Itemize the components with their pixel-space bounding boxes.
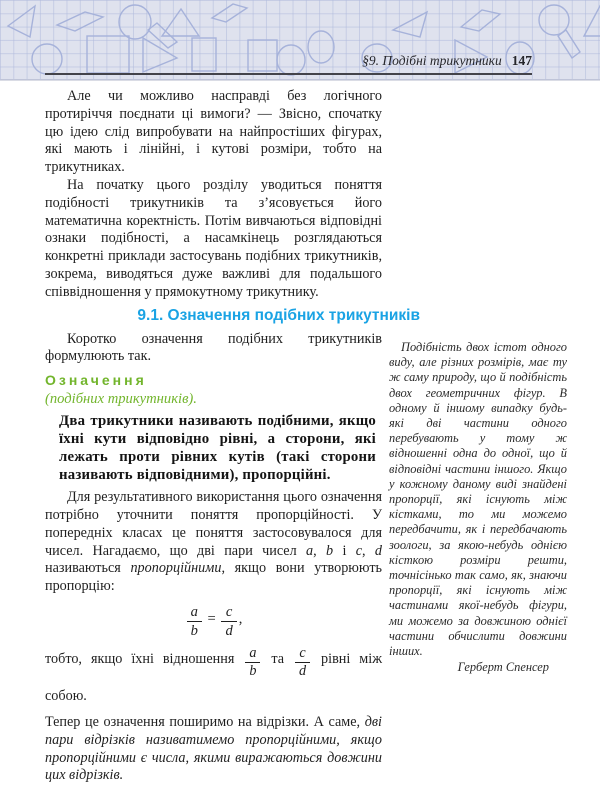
inline-fraction: $\frac{c}{d}$ (295, 646, 310, 680)
page-number: 147 (511, 53, 532, 68)
definition-sublabel: (подібних трикутників). (45, 391, 197, 408)
running-head (362, 53, 532, 69)
rectangle-shape (192, 38, 216, 71)
circle-shape (119, 5, 151, 39)
circle-shape (277, 45, 305, 75)
main-text-column (45, 88, 420, 785)
inline-fraction: $\frac{c}{d}$ (221, 604, 236, 639)
section-title: §9. Подібні трикутники (362, 53, 502, 68)
triangle-shape (162, 9, 199, 36)
definition-text: Два трикутники називають подібними, якщо їхні кути відповідно рівні, а сторони, які лежать проти рівних кутів (такі сторони називають відповідними), пропорційні. (59, 413, 376, 484)
quote-text: Подібність двох істот одного виду, але різних розмірів, має ту ж саму природу, що й подібність двох геометричних фігур. В одному й іншому випадку будь-які дві частини одного перебувають у тому ж відношенні одна до одної, що й відповідні частини іншого. Якщо у кожному даному виді знайдені пропорції, які існують між кістками, то ми можемо передбачити, як і передбачають зоологи, за якою-небудь однією кісткою розміри решти, точнісінько так само, як, знаючи пропорції, які існують між частинами якої-небудь фігури, ми можемо за довжиною однієї частини обчислити довжини інших. (389, 340, 567, 659)
square-shape (87, 36, 129, 73)
triangle-shape (584, 6, 600, 36)
parallelogram-shape (461, 10, 500, 31)
paragraph-intro-2: На початку цього розділу уводиться поняття подібності трикутників та з’ясовується його математична коректність. Потім вивчаються відповідні ознаки подібності, а насамкінець розглядаються конкретні приклади застосувань подібних трикутників, зокрема, виводяться дуже важливі для подальшого співвідношення у прямокутному трикутнику. (45, 176, 382, 300)
paragraph-ratios: тобто, якщо їхні відношення $\frac{a}{b}$ та $\frac{c}{d}$ рівні між собою. (45, 644, 383, 705)
square-shape (248, 40, 277, 71)
parallelogram-shape (212, 4, 247, 22)
triangle-shape (8, 6, 35, 37)
circle-shape (308, 31, 334, 63)
parallelogram-shape (558, 30, 580, 58)
paragraph-lead-in: Коротко означення подібних трикутників формулюють так. (45, 330, 382, 365)
proportion-formula: $\frac{a}{b}$ = $\frac{c}{d}$ , (45, 602, 382, 639)
margin-quote (389, 340, 567, 675)
triangle-shape (143, 38, 177, 72)
circle-shape (32, 44, 62, 74)
section-heading-9-1: 9.1. Означення подібних трикутників (137, 306, 420, 324)
paragraph-intro-1: Але чи можливо насправді без логічного протиріччя поєднати ці вимоги? — Звісно, спочатку цю ідею слід випробувати на найпростіших фігурах, які мають і лінійні, і кутові розміри, тобто на трикутниках. (45, 88, 382, 176)
header-rule (45, 73, 532, 75)
triangle-shape (393, 12, 427, 37)
circle-shape (539, 5, 569, 35)
definition-label: Означення (45, 372, 147, 389)
paragraph-proportionality: Для результативного використання цього означення потрібно уточнити поняття пропорційності. У попередніх класах це поняття застосовувалося для чисел. Нагадаємо, що дві пари чисел a, b і c, d називаються пропорційними, якщо вони утворюють пропорцію: (45, 489, 383, 595)
quote-attribution: Герберт Спенсер (457, 660, 549, 675)
inline-fraction: $\frac{a}{b}$ (187, 604, 202, 639)
inline-fraction: $\frac{a}{b}$ (245, 646, 260, 680)
paragraph-segments: Тепер це означення поширимо на відрізки. А саме, дві пари відрізків називатимемо пропорційними, якщо пропорційними є числа, якими виражаються довжини цих відрізків. (45, 714, 382, 784)
parallelogram-shape (57, 12, 103, 31)
header-decoration-band (0, 0, 600, 80)
